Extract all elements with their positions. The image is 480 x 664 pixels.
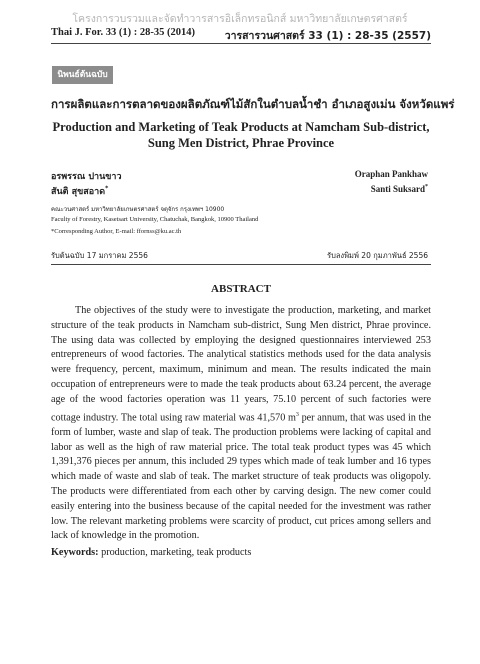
keywords-line <box>51 547 251 558</box>
abstract-body: The objectives of the study were to investigate the production, marketing, and market structure of the teak products in Namcham sub-district, Sung Men district, Phrae province. The using data was collected by employing the designed questionnaires interviewed 253 entrepreneurs of wood factories. The analytical statistics methods used for the data analysis were frequency, percent, maximum, minimum and mean. The results indicated the main occupation of entrepreneurs were to made the teak products about 63.24 percent, the average age of the wood factories operation was 11 years, 75.10 percent of such factories were cottage industry. The total using raw material was 41,570 $m^3$ per annum, that was used in the form of lumber, waste and slap of teak. The production problems were lacking of capital and labor as well as the high of raw material price. The total teak product types was 45 which 1,391,376 pieces per annum, this included 29 types which made of teak lumber and 16 types which made of waste and slab of teak. The market structure of teak products was oligopoly. The products were differentiated from each other by carving design. The new comer could easily entering into the business because of the capital needed for the investment was rather low. The relevant marketing problems were scarcity of product, cut prices among sellers and lack of knowledge in the promotion. <box>51 305 431 542</box>
title-english <box>51 119 431 151</box>
author-english-2: Santi Suksard* <box>370 184 428 194</box>
affiliation-thai: คณะวนศาสตร์ มหาวิทยาลัยเกษตรศาสตร์ จตุจักร กรุงเทพฯ 10900 <box>51 206 225 213</box>
title-english-line2: Sung Men District, Phrae Province <box>147 136 335 150</box>
dates-divider <box>51 264 431 265</box>
keywords-label: Keywords: <box>51 547 99 558</box>
journal-citation-th: วารสารวนศาสตร์ 33 (1) : 28-35 (2557) <box>224 30 431 42</box>
received-date: รับต้นฉบับ 17 มกราคม 2556 <box>51 251 148 260</box>
author-thai-2: สันติ สุขสอาด* <box>51 185 109 197</box>
abstract-heading: ABSTRACT <box>211 283 271 295</box>
accepted-date: รับลงพิมพ์ 20 กุมภาพันธ์ 2556 <box>327 251 428 260</box>
author-thai-1: อรพรรณ ปานขาว <box>51 172 122 182</box>
header-divider <box>51 43 431 44</box>
affiliation-english: Faculty of Forestry, Kasetsart University, Chatuchak, Bangkok, 10900 Thailand <box>51 216 259 223</box>
corresponding-author: *Corresponding Author, E-mail: ffornss@ku.ac.th <box>51 228 182 235</box>
author-english-1: Oraphan Pankhaw <box>354 169 428 179</box>
article-type-badge: นิพนธ์ต้นฉบับ <box>52 66 113 84</box>
title-thai: การผลิตและการตลาดของผลิตภัณฑ์ไม้สักในตำบลน้ำชำ อำเภอสูงเม่น จังหวัดแพร่ <box>51 97 455 111</box>
keywords-list: production, marketing, teak products <box>98 547 252 558</box>
title-english-line1: Production and Marketing of Teak Products at Namcham Sub-district, <box>52 120 430 134</box>
journal-citation-en: Thai J. For. 33 (1) : 28-35 (2014) <box>51 27 195 38</box>
watermark-text: โครงการวบรวมและจัดทำวารสารอิเล็กทรอนิกส์ มหาวิทยาลัยเกษตรศาสตร์ <box>72 13 408 25</box>
